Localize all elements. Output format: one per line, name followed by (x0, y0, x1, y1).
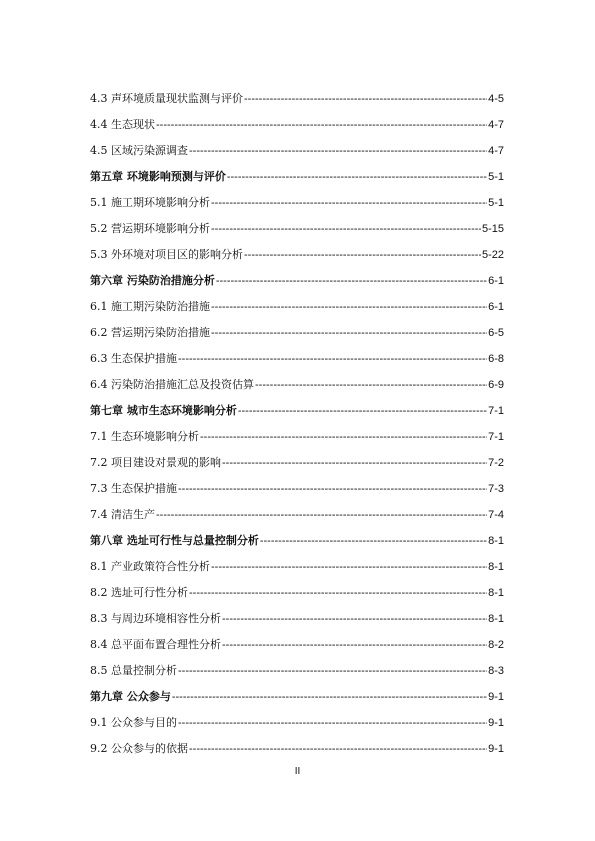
toc-chapter-entry[interactable] (90, 678, 504, 704)
dot-leader (189, 144, 487, 158)
toc-section-entry[interactable] (90, 652, 504, 678)
toc-entry-title: 5.1 施工期环境影响分析 (90, 196, 210, 209)
toc-entry-page: 5-15 (481, 223, 504, 235)
toc-chapter-entry[interactable] (90, 392, 504, 418)
toc-section-entry[interactable] (90, 548, 504, 574)
dot-leader (156, 118, 487, 132)
toc-entry-title: 第九章 公众参与 (90, 690, 171, 703)
toc-section-entry[interactable] (90, 366, 504, 392)
toc-entry-title: 6.1 施工期污染防治措施 (90, 300, 210, 313)
toc-entry-page: 7-3 (488, 483, 504, 495)
toc-entry-title: 4.3 声环境质量现状监测与评价 (90, 92, 243, 105)
toc-entry-page: 5-22 (481, 249, 504, 261)
toc-entry-page: 8-2 (488, 639, 504, 651)
toc-entry-title: 8.3 与周边环境相容性分析 (90, 612, 221, 625)
toc-entry-title: 6.4 污染防治措施汇总及投资估算 (90, 378, 254, 391)
toc-entry-title: 5.3 外环境对项目区的影响分析 (90, 248, 243, 261)
toc-section-entry[interactable] (90, 574, 504, 600)
toc-entry-title: 4.4 生态现状 (90, 118, 155, 131)
toc-entry-title: 第七章 城市生态环境影响分析 (90, 404, 237, 417)
dot-leader (255, 378, 487, 392)
toc-entry-page: 6-9 (488, 379, 504, 391)
toc-entry-title: 8.1 产业政策符合性分析 (90, 560, 210, 573)
dot-leader (211, 560, 487, 574)
toc-section-entry[interactable] (90, 600, 504, 626)
toc-entry-page: 6-1 (488, 275, 504, 287)
toc-entry-title: 第六章 污染防治措施分析 (90, 274, 215, 287)
dot-leader (227, 170, 487, 184)
dot-leader (238, 404, 487, 418)
toc-section-entry[interactable] (90, 444, 504, 470)
toc-entry-page: 8-1 (488, 613, 504, 625)
toc-entry-title: 8.5 总量控制分析 (90, 664, 177, 677)
toc-entry-title: 9.1 公众参与目的 (90, 716, 177, 729)
toc-entry-title: 7.2 项目建设对景观的影响 (90, 456, 221, 469)
dot-leader (222, 456, 487, 470)
dot-leader (189, 586, 487, 600)
toc-entry-page: 8-1 (488, 561, 504, 573)
toc-entry-title: 8.2 选址可行性分析 (90, 586, 188, 599)
dot-leader (222, 638, 487, 652)
dot-leader (244, 248, 481, 262)
toc-chapter-entry[interactable] (90, 158, 504, 184)
toc-entry-page: 6-8 (488, 353, 504, 365)
toc-entry-page: 4-7 (488, 145, 504, 157)
toc-section-entry[interactable] (90, 236, 504, 262)
toc-entry-title: 9.2 公众参与的依据 (90, 742, 188, 755)
toc-entry-title: 4.5 区域污染源调查 (90, 144, 188, 157)
toc-entry-page: 7-1 (488, 431, 504, 443)
dot-leader (216, 274, 487, 288)
toc-chapter-entry[interactable] (90, 262, 504, 288)
toc-entry-title: 7.4 清洁生产 (90, 508, 155, 521)
dot-leader (244, 92, 487, 106)
toc-section-entry[interactable] (90, 704, 504, 730)
dot-leader (178, 482, 487, 496)
toc-section-entry[interactable] (90, 210, 504, 236)
toc-entry-page: 9-1 (488, 717, 504, 729)
dot-leader (156, 508, 487, 522)
toc-section-entry[interactable] (90, 470, 504, 496)
dot-leader (222, 612, 487, 626)
toc-entry-page: 7-1 (488, 405, 504, 417)
toc-entry-page: 4-7 (488, 119, 504, 131)
toc-entry-page: 4-5 (488, 93, 504, 105)
dot-leader (189, 742, 487, 756)
toc-section-entry[interactable] (90, 418, 504, 444)
toc-entry-page: 5-1 (488, 197, 504, 209)
toc-section-entry[interactable] (90, 340, 504, 366)
toc-entry-page: 7-2 (488, 457, 504, 469)
toc-entry-page: 5-1 (488, 171, 504, 183)
toc-entry-title: 第五章 环境影响预测与评价 (90, 170, 226, 183)
dot-leader (211, 300, 487, 314)
toc-section-entry[interactable] (90, 626, 504, 652)
toc-chapter-entry[interactable] (90, 522, 504, 548)
toc-entry-title: 8.4 总平面布置合理性分析 (90, 638, 221, 651)
toc-section-entry[interactable] (90, 314, 504, 340)
page-number: II (294, 766, 301, 777)
toc-section-entry[interactable] (90, 496, 504, 522)
toc-section-entry[interactable] (90, 730, 504, 756)
dot-leader (178, 664, 487, 678)
dot-leader (211, 196, 487, 210)
toc-section-entry[interactable] (90, 80, 504, 106)
toc-entry-page: 8-1 (488, 587, 504, 599)
dot-leader (211, 222, 481, 236)
toc-entry-page: 8-3 (488, 665, 504, 677)
toc-entry-page: 9-1 (488, 691, 504, 703)
toc-section-entry[interactable] (90, 184, 504, 210)
table-of-contents (90, 80, 504, 756)
dot-leader (178, 716, 487, 730)
dot-leader (178, 352, 487, 366)
toc-entry-title: 6.2 营运期污染防治措施 (90, 326, 210, 339)
toc-entry-page: 6-1 (488, 301, 504, 313)
toc-entry-page: 8-1 (488, 535, 504, 547)
toc-section-entry[interactable] (90, 106, 504, 132)
dot-leader (260, 534, 487, 548)
toc-entry-page: 9-1 (488, 743, 504, 755)
dot-leader (172, 690, 487, 704)
toc-entry-title: 7.3 生态保护措施 (90, 482, 177, 495)
dot-leader (211, 326, 487, 340)
toc-entry-page: 6-5 (488, 327, 504, 339)
dot-leader (200, 430, 487, 444)
toc-entry-title: 5.2 营运期环境影响分析 (90, 222, 210, 235)
toc-section-entry[interactable] (90, 132, 504, 158)
toc-entry-page: 7-4 (488, 509, 504, 521)
toc-entry-title: 7.1 生态环境影响分析 (90, 430, 199, 443)
toc-entry-title: 第八章 选址可行性与总量控制分析 (90, 534, 259, 547)
toc-section-entry[interactable] (90, 288, 504, 314)
toc-entry-title: 6.3 生态保护措施 (90, 352, 177, 365)
